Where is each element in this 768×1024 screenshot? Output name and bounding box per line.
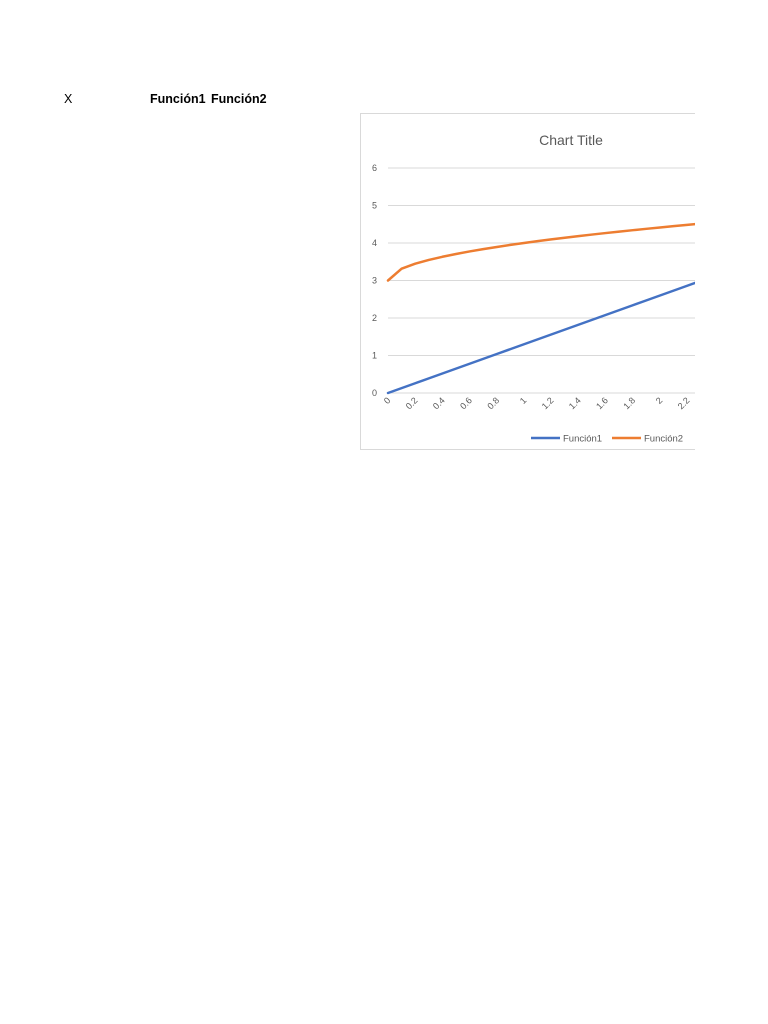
x-tick-label: 2 bbox=[653, 395, 665, 406]
x-tick-label: 0.2 bbox=[403, 395, 420, 412]
y-tick-label: 0 bbox=[371, 388, 377, 398]
series-line-2[interactable] bbox=[388, 212, 695, 280]
x-tick-label: 0 bbox=[381, 395, 393, 406]
header-funcion2[interactable]: Función2 bbox=[211, 92, 267, 106]
gridlines bbox=[388, 168, 695, 393]
x-tick-label: 2.2 bbox=[675, 395, 692, 412]
y-tick-label: 5 bbox=[371, 200, 377, 211]
x-tick-label: 1.2 bbox=[539, 395, 556, 412]
spreadsheet-area bbox=[0, 0, 300, 780]
legend-label: Función1 bbox=[563, 433, 603, 445]
legend[interactable] bbox=[531, 434, 683, 445]
x-tick-label: 0.4 bbox=[430, 395, 447, 412]
x-axis-ticks bbox=[382, 395, 692, 411]
x-tick-label: 1.4 bbox=[566, 395, 583, 412]
x-tick-label: 1.8 bbox=[621, 395, 638, 412]
x-tick-label: 1 bbox=[517, 395, 529, 406]
y-tick-label: 3 bbox=[371, 275, 377, 286]
x-tick-label: 1.6 bbox=[594, 395, 611, 412]
y-tick-label: 1 bbox=[371, 350, 377, 361]
series-line-1[interactable] bbox=[388, 232, 695, 393]
series-lines bbox=[388, 212, 695, 393]
y-tick-label: 4 bbox=[371, 238, 377, 248]
header-funcion1[interactable]: Función1 bbox=[150, 92, 206, 106]
y-tick-label: 6 bbox=[371, 163, 377, 173]
legend-label: Función2 bbox=[644, 433, 684, 445]
y-tick-label: 2 bbox=[371, 313, 377, 323]
chart-title[interactable]: Chart Title bbox=[539, 132, 603, 148]
x-tick-label: 0.6 bbox=[458, 395, 475, 412]
x-tick-label: 0.8 bbox=[485, 395, 502, 412]
y-axis-ticks bbox=[372, 163, 377, 398]
line-chart[interactable] bbox=[360, 113, 695, 450]
header-x[interactable]: X bbox=[64, 92, 73, 106]
chart-canvas bbox=[361, 114, 695, 449]
